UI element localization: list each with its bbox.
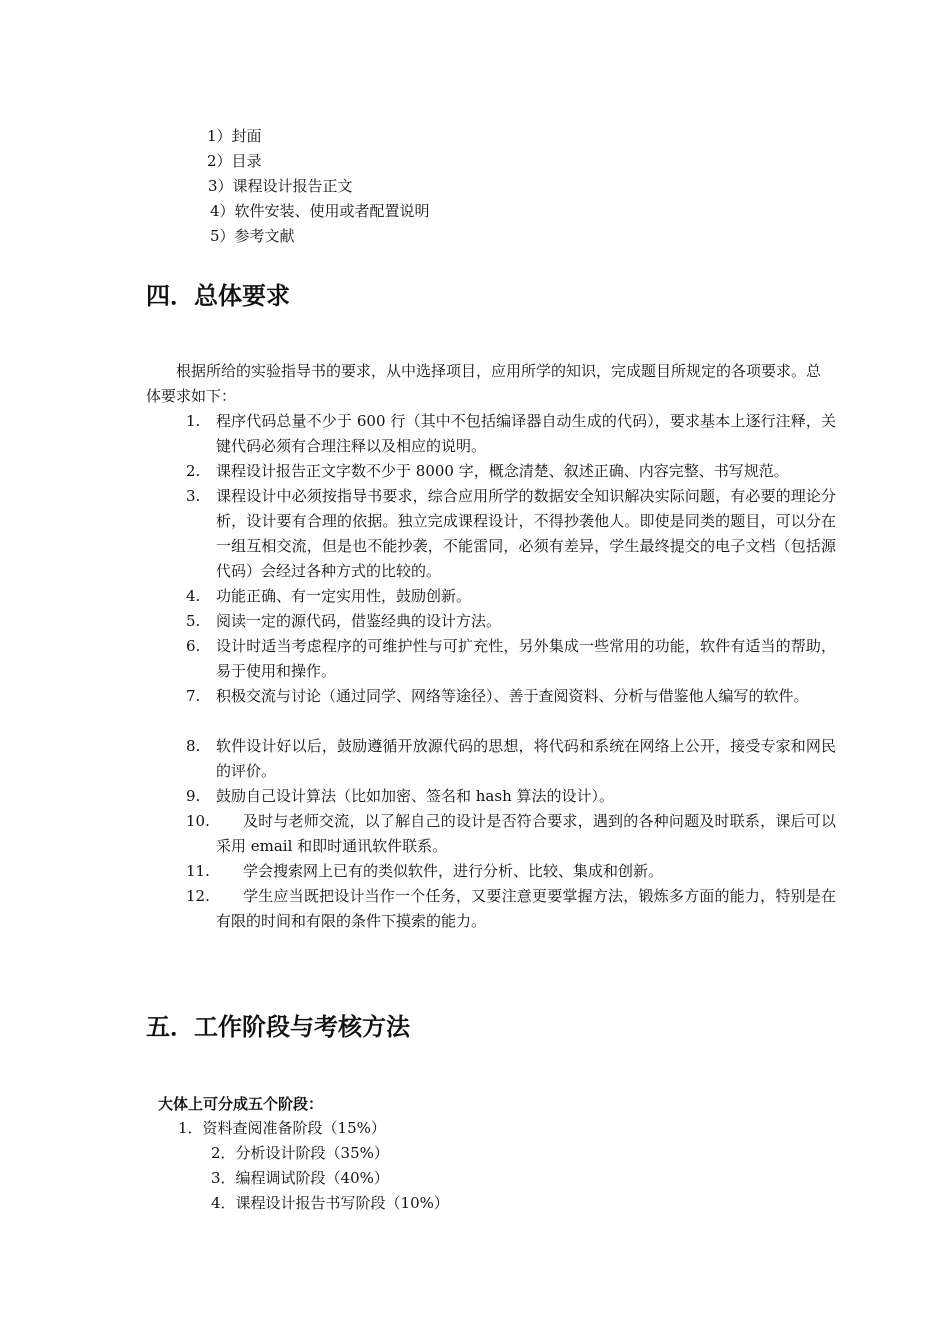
requirement-number: 2. <box>186 462 201 480</box>
requirement-number: 12. <box>186 887 210 905</box>
requirement-text: 积极交流与讨论（通过同学、网络等途径）、善于查阅资料、分析与借鉴他人编写的软件。 <box>216 687 809 705</box>
requirement-number: 11. <box>186 862 210 880</box>
contents-item-references: 5）参考文献 <box>210 227 295 245</box>
requirement-text: 功能正确、有一定实用性，鼓励创新。 <box>216 587 472 605</box>
requirement-text: 设计时适当考虑程序的可维护性与可扩充性，另外集成一些常用的功能，软件有适当的帮助，易于使用和操作。 <box>216 637 836 680</box>
requirement-text: 及时与老师交流，以了解自己的设计是否符合要求，遇到的各种问题及时联系，课后可以采用 email 和即时通讯软件联系。 <box>216 812 836 855</box>
requirement-item <box>186 859 836 884</box>
stage-item: 3．编程调试阶段（40%） <box>211 1169 389 1187</box>
requirement-item <box>186 784 836 809</box>
requirement-item <box>186 409 836 459</box>
contents-item-cover: 1）封面 <box>207 127 262 145</box>
requirement-item <box>186 584 836 609</box>
requirement-number: 4. <box>186 587 201 605</box>
contents-item-install: 4）软件安装、使用或者配置说明 <box>210 202 430 220</box>
requirement-text: 程序代码总量不少于 600 行（其中不包括编译器自动生成的代码），要求基本上逐行注释，关键代码必须有合理注释以及相应的说明。 <box>216 412 836 455</box>
stage-item: 1．资料查阅准备阶段（15%） <box>178 1119 386 1137</box>
requirement-text: 课程设计中必须按指导书要求，综合应用所学的数据安全知识解决实际问题，有必要的理论分析，设计要有合理的依据。独立完成课程设计，不得抄袭他人。即使是同类的题目，可以分在一组互相交流，但是也不能抄袭，不能雷同，必须有差异，学生最终提交的电子文档（包括源代码）会经过各种方式的比较的。 <box>216 487 836 580</box>
section4-intro: 根据所给的实验指导书的要求，从中选择项目，应用所学的知识，完成题目所规定的各项要求。总体要求如下： <box>146 362 822 405</box>
requirement-text: 鼓励自己设计算法（比如加密、签名和 hash 算法的设计）。 <box>216 787 615 805</box>
requirement-number: 10. <box>186 812 210 830</box>
requirement-number: 9. <box>186 787 201 805</box>
requirement-item <box>186 684 836 709</box>
section4-heading: 四．总体要求 <box>146 282 290 310</box>
requirement-item <box>186 734 836 784</box>
requirement-item <box>186 484 836 584</box>
requirement-number: 7. <box>186 687 201 705</box>
requirement-number: 3. <box>186 487 201 505</box>
stage-item: 2．分析设计阶段（35%） <box>211 1144 389 1162</box>
contents-item-body: 3）课程设计报告正文 <box>208 177 353 195</box>
requirement-text: 学生应当既把设计当作一个任务，又要注意更要掌握方法，锻炼多方面的能力，特别是在有限的时间和有限的条件下摸索的能力。 <box>216 887 836 930</box>
contents-item-toc: 2）目录 <box>207 152 262 170</box>
requirement-text: 阅读一定的源代码，借鉴经典的设计方法。 <box>216 612 502 630</box>
section5-subheading: 大体上可分成五个阶段： <box>158 1095 324 1113</box>
requirement-item <box>186 809 836 859</box>
requirement-number: 5. <box>186 612 201 630</box>
requirement-item <box>186 884 836 934</box>
requirement-text: 软件设计好以后，鼓励遵循开放源代码的思想，将代码和系统在网络上公开，接受专家和网民的评价。 <box>216 737 836 780</box>
requirement-number: 1. <box>186 412 201 430</box>
requirement-item <box>186 459 836 484</box>
requirement-text: 课程设计报告正文字数不少于 8000 字，概念清楚、叙述正确、内容完整、书写规范。 <box>216 462 789 480</box>
requirement-number: 8. <box>186 737 201 755</box>
requirement-item <box>186 634 836 684</box>
requirement-number: 6. <box>186 637 201 655</box>
stage-item: 4．课程设计报告书写阶段（10%） <box>211 1194 449 1212</box>
requirement-text: 学会搜索网上已有的类似软件，进行分析、比较、集成和创新。 <box>243 862 664 880</box>
section5-heading: 五．工作阶段与考核方法 <box>146 1013 410 1041</box>
requirement-item <box>186 609 836 634</box>
